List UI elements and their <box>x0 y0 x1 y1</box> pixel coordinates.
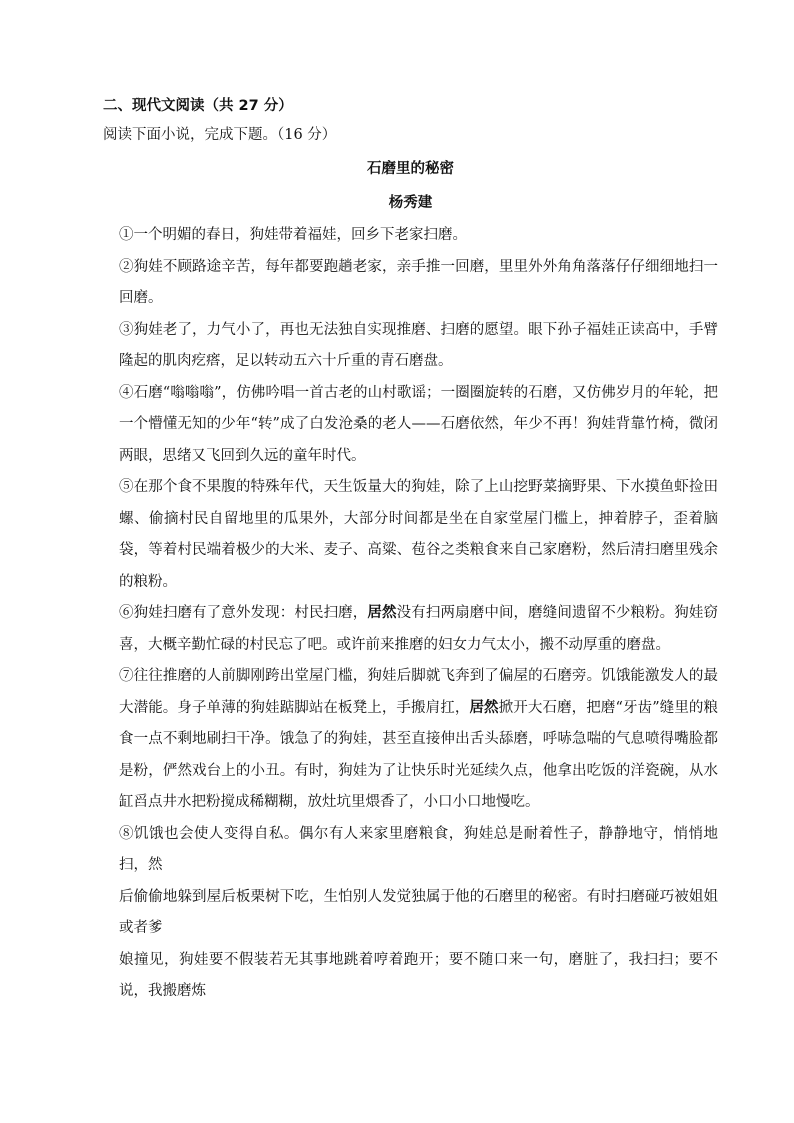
story-author: 杨秀建 <box>388 195 433 211</box>
paragraph-3: ③狗娃老了，力气小了，再也无法独自实现推磨、扫磨的愿望。眼下孙子福娃正读高中，手臂隆起的肌肉疙瘩，足以转动五六十斤重的青石磨盘。 <box>119 321 718 369</box>
paragraph-6 <box>103 598 718 661</box>
story-title: 石磨里的秘密 <box>367 161 454 177</box>
paragraph-6-emphasis: 居然 <box>367 605 397 621</box>
section-title: 二、现代文阅读（共 27 分） <box>103 98 293 114</box>
paragraph-8: ⑧饥饿也会使人变得自私。偶尔有人来家里磨粮食，狗娃总是耐着性子，静静地守，悄悄地扫，然 <box>119 825 718 873</box>
paragraph-6-text-b: 没有扫两扇磨中间，磨缝间遗留不少粮粉。狗娃窃喜，大概辛勤忙碌的村民忘了吧。或许前来推磨的妇女力气太小，搬不动厚重的磨盘。 <box>119 605 719 653</box>
paragraph-9: 后偷偷地躲到屋后板栗树下吃，生怕别人发觉独属于他的石磨里的秘密。有时扫磨碰巧被姐姐或者爹 <box>119 888 718 936</box>
section-instruction: 阅读下面小说，完成下题。（16 分） <box>103 127 337 143</box>
paragraph-1: ①一个明媚的春日，狗娃带着福娃，回乡下老家扫磨。 <box>119 227 467 243</box>
paragraph-6-text-a: ⑥狗娃扫磨有了意外发现：村民扫磨， <box>119 605 368 621</box>
paragraph-7-text-b: 掀开大石磨，把磨“牙齿”缝里的粮食一点不剩地刷扫干净。饿急了的狗娃，甚至直接伸出舌头舔磨，呼哧急喘的气息喷得嘴脸都是粉，俨然戏台上的小丑。有时，狗娃为了让快乐时光延续久点，他拿出吃饭的洋瓷碗，从水缸舀点井水把粉搅成稀糊糊，放灶坑里煨香了，小口小口地慢吃。 <box>119 699 719 810</box>
paragraph-4: ④石磨“嗡嗡嗡”，仿佛吟唱一首古老的山村歌谣；一圈圈旋转的石磨，又仿佛岁月的年轮，把一个懵懂无知的少年“转”成了白发沧桑的老人——石磨依然，年少不再！狗娃背靠竹椅，微闭两眼，思绪又飞回到久远的童年时代。 <box>119 384 718 464</box>
paragraph-7-emphasis: 居然 <box>469 699 499 716</box>
paragraph-5: ⑤在那个食不果腹的特殊年代，天生饭量大的狗娃，除了上山挖野菜摘野果、下水摸鱼虾捡田螺、偷摘村民自留地里的瓜果外，大部分时间都是坐在自家堂屋门槛上，抻着脖子，歪着脑袋，等着村民端着极少的大米、麦子、高粱、苞谷之类粮食来自己家磨粉，然后清扫磨里残余的粮粉。 <box>119 479 718 590</box>
paragraph-2: ②狗娃不顾路途辛苦，每年都要跑趟老家，亲手推一回磨，里里外外角角落落仔仔细细地扫一回磨。 <box>119 258 718 306</box>
paragraph-10: 娘撞见，狗娃要不假装若无其事地跳着哼着跑开；要不随口来一句，磨脏了，我扫扫；要不说，我搬磨炼 <box>119 951 718 999</box>
paragraph-7-text-a: ⑦往往推磨的人前脚刚跨出堂屋门槛，狗娃后脚就飞奔到了偏屋的石磨旁。饥饿能激发人的最大潜能。身子单薄的狗娃踮脚站在板凳上，手搬肩扛， <box>119 668 718 716</box>
paragraph-7 <box>103 661 718 819</box>
document-page <box>103 92 718 1008</box>
